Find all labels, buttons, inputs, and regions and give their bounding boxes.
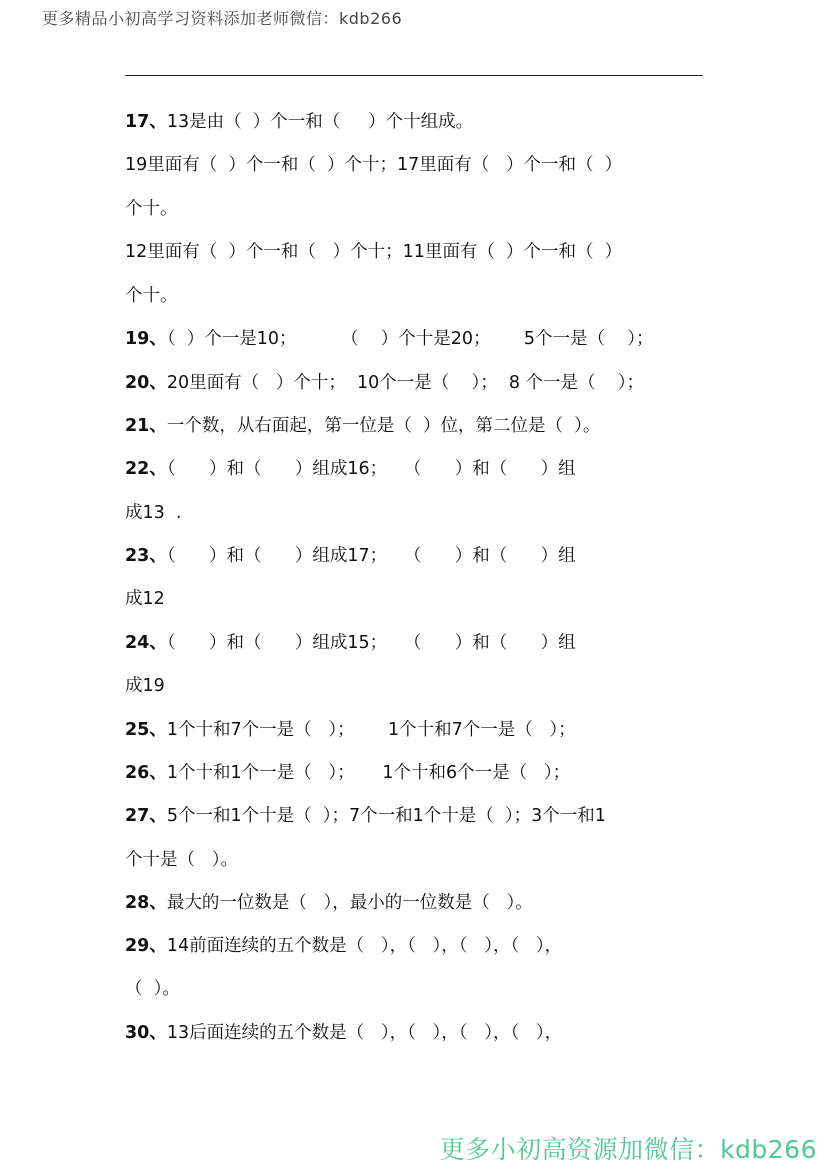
question-number: 25、 <box>125 720 167 740</box>
question-number: 30、 <box>125 1023 167 1043</box>
question-text: 5个一和1个十是（ ）；7个一和1个十是（ ）；3个一和1 <box>166 806 606 826</box>
footer-watermark: 更多小初高资源加微信：kdb266 <box>439 1135 817 1164</box>
question-line <box>125 631 576 655</box>
question-text: 成12 <box>125 589 165 609</box>
question-text: 最大的一位数是（ ），最小的一位数是（ ）。 <box>166 893 533 913</box>
question-text: （ ）。 <box>125 979 180 999</box>
question-number: 26、 <box>125 763 167 783</box>
question-text: 13后面连续的五个数是（ ），（ ），（ ），（ ）， <box>166 1023 563 1043</box>
question-line <box>125 110 473 134</box>
question-line <box>125 674 165 698</box>
question-line <box>125 153 622 177</box>
question-text: 个十。 <box>125 286 178 306</box>
question-number: 23、 <box>125 546 167 566</box>
question-line <box>125 240 622 264</box>
question-number: 20、 <box>125 373 167 393</box>
question-number: 19、 <box>125 329 167 349</box>
question-line <box>125 1021 562 1045</box>
question-line <box>125 544 576 568</box>
header-rule <box>125 75 703 76</box>
question-text: 1个十和7个一是（ ）； 1个十和7个一是（ ）； <box>166 720 576 740</box>
question-line <box>125 587 165 611</box>
question-line <box>125 848 238 872</box>
question-line <box>125 761 570 785</box>
header-note: 更多精品小初高学习资料添加老师微信：kdb266 <box>42 9 403 28</box>
question-line <box>125 977 180 1001</box>
question-text: 20里面有（ ）个十； 10个一是（ ）； 8 个一是（ ）； <box>166 373 645 393</box>
question-text: 一个数，从右面起，第一位是（ ）位，第二位是（ ）。 <box>166 416 601 436</box>
question-number: 27、 <box>125 806 167 826</box>
question-number: 22、 <box>125 459 167 479</box>
question-number: 17、 <box>125 112 167 132</box>
question-text: 1个十和1个一是（ ）； 1个十和6个一是（ ）； <box>166 763 571 783</box>
question-line <box>125 804 606 828</box>
question-line <box>125 197 178 221</box>
question-text: （ ）和（ ）组成17； （ ）和（ ）组 <box>166 546 576 566</box>
question-line <box>125 284 178 308</box>
question-line <box>125 501 181 525</box>
question-text: 成19 <box>125 676 165 696</box>
question-text: 成13 . <box>125 503 182 523</box>
question-text: 19里面有（ ）个一和（ ）个十；17里面有（ ）个一和（ ） <box>125 155 623 175</box>
question-text: （ ）和（ ）组成15； （ ）和（ ）组 <box>166 633 576 653</box>
question-text: （ ）个一是10； （ ）个十是20； 5个一是（ ）； <box>166 329 654 349</box>
question-text: （ ）和（ ）组成16； （ ）和（ ）组 <box>166 459 576 479</box>
question-number: 28、 <box>125 893 167 913</box>
question-text: 12里面有（ ）个一和（ ）个十；11里面有（ ）个一和（ ） <box>125 242 623 262</box>
question-line <box>125 327 654 351</box>
question-number: 29、 <box>125 936 167 956</box>
question-number: 21、 <box>125 416 167 436</box>
question-text: 14前面连续的五个数是（ ），（ ），（ ），（ ）， <box>166 936 563 956</box>
question-line <box>125 891 533 915</box>
question-line <box>125 414 600 438</box>
question-line <box>125 457 576 481</box>
question-number: 24、 <box>125 633 167 653</box>
question-line <box>125 934 562 958</box>
question-line <box>125 371 644 395</box>
question-text: 13是由（ ）个一和（ ）个十组成。 <box>166 112 474 132</box>
question-text: 个十。 <box>125 199 178 219</box>
question-line <box>125 718 576 742</box>
question-text: 个十是（ ）。 <box>125 850 238 870</box>
